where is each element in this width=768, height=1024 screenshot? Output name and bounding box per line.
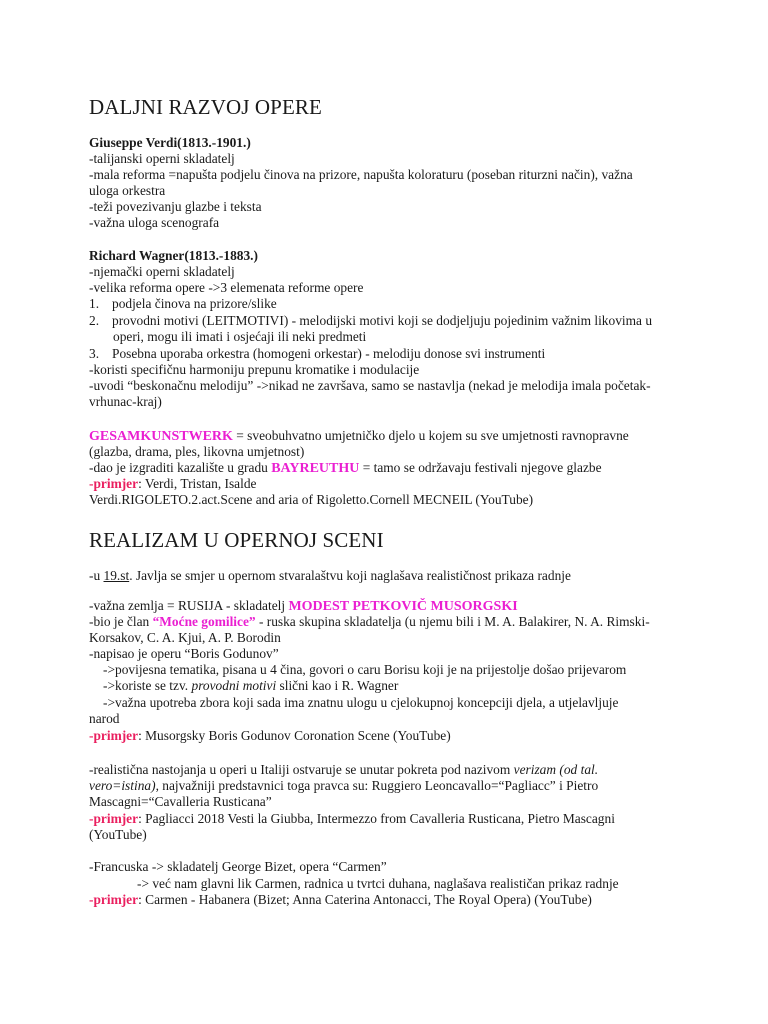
example-line (89, 811, 615, 828)
russia-line (89, 598, 518, 616)
example-line (89, 476, 257, 493)
italy-italic-2: vero=istina) (89, 778, 156, 793)
reform-item (89, 313, 652, 330)
verdi-line: uloga orkestra (89, 183, 166, 198)
verdi-line: -teži povezivanju glazbe i teksta (89, 199, 262, 214)
example-label: -primjer (89, 476, 139, 491)
gesamtkunstwerk-line (89, 428, 629, 446)
member-prefix: -bio je član (89, 614, 153, 629)
opera-line: -napisao je operu “Boris Godunov” (89, 646, 279, 661)
intro-prefix: -u (89, 568, 104, 583)
member-line-2: Korsakov, C. A. Kjui, A. P. Borodin (89, 630, 281, 645)
italy-prefix: -realistična nastojanja u operi u Italiji ostvaruje se unutar pokreta pod nazivom (89, 762, 514, 777)
france-line: -Francuska -> skladatelj George Bizet, opera “Carmen” (89, 859, 387, 874)
bayreuth-suffix: = tamo se održavaju festivali njegove glazbe (359, 460, 602, 475)
section-title-realism: REALIZAM U OPERNOJ SCENI (89, 528, 384, 552)
france-sub-line: -> već nam glavni lik Carmen, radnica u tvrtci duhana, naglašava realističan prikaz radnje (137, 876, 619, 891)
example-line (89, 728, 451, 745)
verdi-line: -talijanski operni skladatelj (89, 151, 235, 166)
intro-century: 19.st (103, 568, 130, 583)
reform-text: podjela činova na prizore/slike (112, 296, 277, 311)
member-line (89, 614, 650, 631)
opera-sub2-italic: provodni motivi (191, 678, 277, 693)
opera-sub2-suffix: slični kao i R. Wagner (276, 678, 399, 693)
member-suffix: - ruska skupina skladatelja (u njemu bili i M. A. Balakirer, N. A. Rimski- (255, 614, 650, 629)
italy-italic: verizam (od tal. (513, 762, 599, 777)
reform-number: 1. (89, 296, 100, 311)
section-title-opera: DALJNI RAZVOJ OPERE (89, 95, 322, 119)
wagner-line: -velika reforma opere ->3 elemenata reforme opere (89, 280, 364, 295)
verdi-heading: Giuseppe Verdi(1813.-1901.) (89, 135, 251, 150)
italy-line (89, 762, 598, 779)
opera-sub-line (103, 678, 398, 695)
example-label: -primjer (89, 811, 139, 826)
example-line-2: (YouTube) (89, 827, 147, 842)
verdi-line: -mala reforma =napušta podjelu činova na prizore, napušta koloraturu (poseban riturzni način), važna (89, 167, 633, 182)
example-text: : Musorgsky Boris Godunov Coronation Scene (YouTube) (138, 728, 451, 743)
intro-suffix: . Javlja se smjer u opernom stvaralaštvu koji naglašava realističnost prikaza radnje (129, 568, 571, 583)
reform-text: Posebna uporaba orkestra (homogeni orkestar) - melodiju donose svi instrumenti (112, 346, 546, 361)
example-text: : Verdi, Tristan, Isalde (138, 476, 257, 491)
russia-composer: MODEST PETKOVIČ MUSORGSKI (288, 599, 518, 614)
example-line-2: Verdi.RIGOLETO.2.act.Scene and aria of Rigoletto.Cornell MECNEIL (YouTube) (89, 492, 534, 507)
wagner-line: -uvodi “beskonačnu melodiju” ->nikad ne završava, samo se nastavlja (nekad je melodija imala početak- (89, 378, 651, 393)
example-line (89, 892, 592, 909)
example-text: : Carmen - Habanera (Bizet; Anna Caterina Antonacci, The Royal Opera) (YouTube) (138, 892, 592, 907)
bayreuth-prefix: -dao je izgraditi kazalište u gradu (89, 460, 272, 475)
italy-line-3: Mascagni=“Cavalleria Rusticana” (89, 794, 272, 809)
wagner-line: -koristi specifičnu harmoniju prepunu kromatike i modulacije (89, 362, 420, 377)
italy-line-2-text: , najvažniji predstavnici toga pravca su: Ruggiero Leoncavallo=“Pagliacc” i Pietro (155, 778, 599, 793)
italy-line-2 (89, 778, 598, 795)
opera-sub-line-2: narod (89, 711, 120, 726)
russia-prefix: -važna zemlja = RUSIJA - skladatelj (89, 598, 289, 613)
bayreuth-line (89, 460, 602, 478)
example-label: -primjer (89, 892, 139, 907)
reform-text: provodni motivi (LEITMOTIVI) - melodijski motivi koji se dodjeljuju pojedinim važnim likovima u (112, 313, 653, 328)
reform-text-continued: operi, mogu ili imati i osjećaji ili neki predmeti (113, 329, 367, 344)
gesamtkunstwerk-line-2: (glazba, drama, ples, likovna umjetnost) (89, 444, 305, 459)
bayreuth-term: BAYREUTHU (271, 461, 360, 476)
member-group: “Moćne gomilice” (152, 614, 256, 629)
realism-intro (89, 568, 571, 585)
wagner-line: vrhunac-kraj) (89, 394, 162, 409)
reform-number: 3. (89, 346, 100, 361)
opera-sub-line: ->povijesna tematika, pisana u 4 čina, govori o caru Borisu koji je na prijestolje došao prijevarom (103, 662, 627, 677)
example-text: : Pagliacci 2018 Vesti la Giubba, Intermezzo from Cavalleria Rusticana, Pietro Mascagni (138, 811, 615, 826)
reform-number: 2. (89, 313, 100, 328)
example-label: -primjer (89, 728, 139, 743)
gesamtkunstwerk-definition: = sveobuhvatno umjetničko djelo u kojem su sve umjetnosti ravnopravne (232, 428, 629, 443)
wagner-line: -njemački operni skladatelj (89, 264, 235, 279)
opera-sub2-prefix: ->koriste se tzv. (103, 678, 192, 693)
gesamtkunstwerk-term: GESAMKUNSTWERK (89, 429, 233, 444)
wagner-heading: Richard Wagner(1813.-1883.) (89, 248, 258, 263)
verdi-line: -važna uloga scenografa (89, 215, 220, 230)
reform-item (89, 346, 545, 363)
reform-item (89, 296, 277, 313)
opera-sub-line: ->važna upotreba zbora koji sada ima znatnu ulogu u cjelokupnoj koncepciji djela, a utjelavljuje (103, 695, 619, 710)
